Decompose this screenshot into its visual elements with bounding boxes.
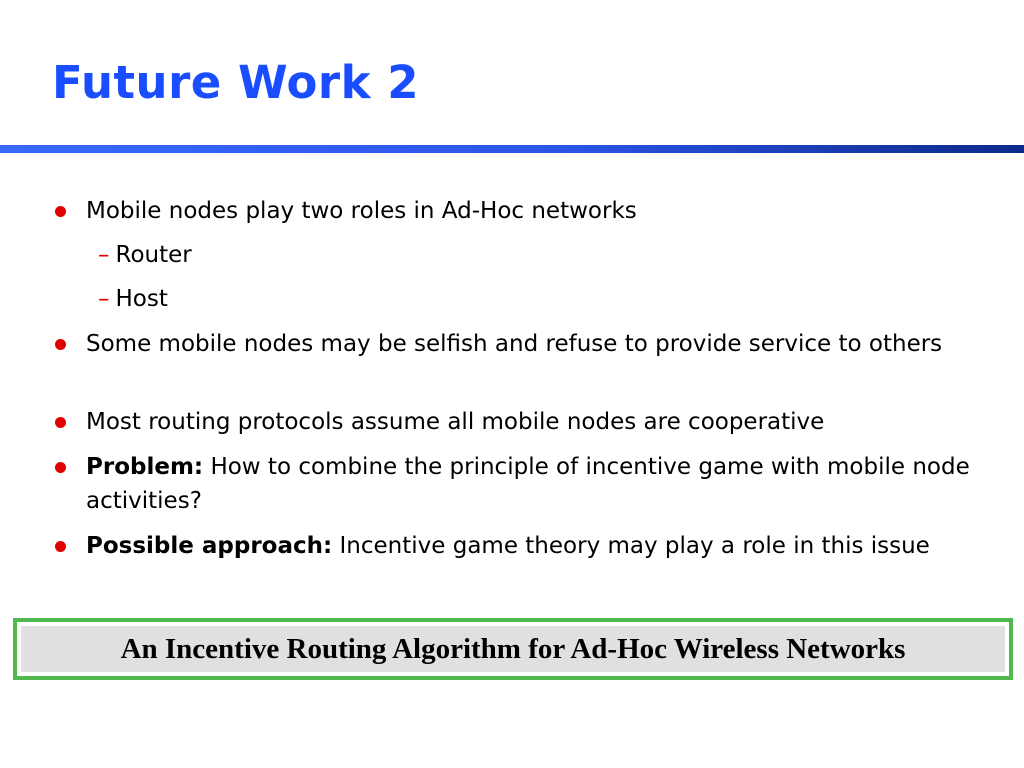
bullet-text: Mobile nodes play two roles in Ad-Hoc networks [86, 198, 637, 224]
sub-bullet-text: Host [115, 286, 168, 312]
bullet-item [86, 405, 986, 439]
bullet-item [86, 450, 986, 518]
bullet-lead: Problem: [86, 454, 204, 480]
bullet-item [86, 194, 986, 228]
sub-bullet-item [98, 282, 168, 316]
bullet-text: Incentive game theory may play a role in this issue [339, 533, 930, 559]
sub-bullet-text: Router [115, 242, 192, 268]
bullet-marker [55, 339, 66, 350]
sub-bullet-item [98, 238, 192, 272]
sub-bullet-dash: – [98, 242, 110, 268]
bullet-item [86, 529, 986, 563]
footer-banner [13, 618, 1013, 680]
bullet-text: Most routing protocols assume all mobile nodes are cooperative [86, 409, 825, 435]
bullet-marker [55, 541, 66, 552]
bullet-marker [55, 417, 66, 428]
sub-bullet-dash: – [98, 286, 110, 312]
bullet-text: How to combine the principle of incentive game with mobile node activities? [86, 454, 970, 514]
bullet-lead: Possible approach: [86, 533, 333, 559]
slide-title: Future Work 2 [52, 56, 420, 109]
bullet-item [86, 327, 986, 361]
bullet-text: Some mobile nodes may be selfish and refuse to provide service to others [86, 331, 943, 357]
bullet-marker [55, 206, 66, 217]
footer-title: An Incentive Routing Algorithm for Ad-Hoc Wireless Networks [120, 632, 906, 665]
bullet-marker [55, 462, 66, 473]
footer-banner-inner [21, 626, 1005, 672]
